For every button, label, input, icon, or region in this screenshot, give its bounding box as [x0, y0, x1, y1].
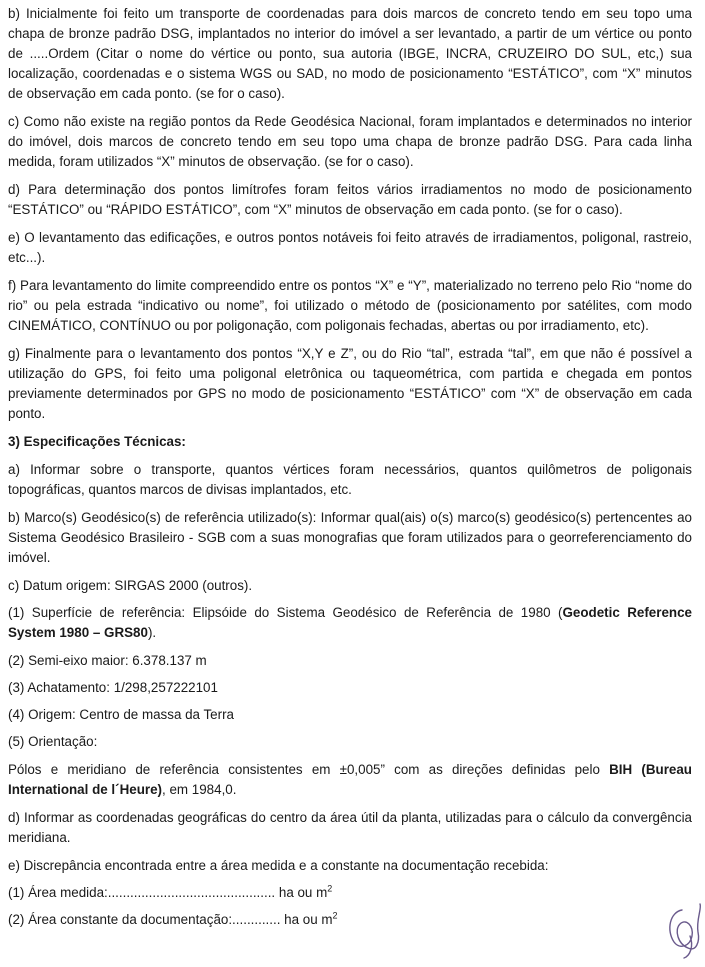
item-flattening: (3) Achatamento: 1/298,257222101 [8, 680, 218, 695]
item-area-documented: (2) Área constante da documentação:............. ha ou $m^2$ [8, 910, 338, 927]
paragraph-poles-meridian: Pólos e meridiano de referência consistentes em ±0,005” com as direções definidas pelo BIH (Bureau International de l´Heure), em 1984,0. [8, 762, 692, 797]
paragraph-b-coordinate-transport: b) Inicialmente foi feito um transporte de coordenadas para dois marcos de concreto tendo em seu topo uma chapa de bronze padrão DSG, implantados no interior do imóvel a ser levantado, a partir de um vértice ou ponto de .....Ordem (Citar o nome do vértice ou ponto, sua autoria (IBGE, INCRA, CRUZEIRO DO SUL, etc,) sua localização, coordenadas e o sistema WGS ou SAD, no modo de posicionamento “ESTÁTICO”, com “X” minutos de observação em cada ponto. (se for o caso). [8, 6, 692, 101]
item-reference-surface: (1) Superfície de referência: Elipsóide do Sistema Geodésico de Referência de 1980 (Geodetic Reference System 1980 – GRS80). [8, 605, 692, 640]
item-origin: (4) Origem: Centro de massa da Terra [8, 707, 234, 722]
paragraph-d-geographic-coords: d) Informar as coordenadas geográficas do centro da área útil da planta, utilizadas para o cálculo da convergência meridiana. [8, 810, 692, 845]
paragraph-c-datum: c) Datum origem: SIRGAS 2000 (outros). [8, 578, 253, 593]
paragraph-d-boundary-points: d) Para determinação dos pontos limítrofes foram feitos vários irradiamentos no modo de posicionamento “ESTÁTICO” ou “RÁPIDO ESTÁTICO”, com “X” minutos de observação em cada ponto. (se for o caso). [8, 182, 692, 217]
paragraph-a-transport-info: a) Informar sobre o transporte, quantos vértices foram necessários, quantos quilômetros de poligonais topográficas, quantos marcos de divisas implantados, etc. [8, 462, 692, 497]
paragraph-e-buildings-survey: e) O levantamento das edificações, e outros pontos notáveis foi feito através de irradiamentos, poligonal, rastreio, etc...). [8, 230, 692, 265]
section-heading-technical-specs: 3) Especificações Técnicas: [8, 434, 186, 449]
paragraph-b-geodetic-markers: b) Marco(s) Geodésico(s) de referência utilizado(s): Informar qual(ais) o(s) marco(s) geodésico(s) pertencentes ao Sistema Geodésico Brasileiro - SGB com a suas monografias que foram utilizados para o georreferenciamento do imóvel. [8, 510, 692, 565]
paragraph-f-limit-survey: f) Para levantamento do limite compreendido entre os pontos “X” e “Y”, materializado no terreno pelo Rio “nome do rio” ou pela estrada “indicativo ou nome”, foi utilizado o método de (posicionamento por satélites, com modo CINEMÁTICO, CONTÍNUO ou por poligonação, com poligonais fechadas, abertas ou por irradiamento, etc). [8, 278, 692, 333]
paragraph-e-area-discrepancy: e) Discrepância encontrada entre a área medida e a constante na documentação recebida: [8, 858, 549, 873]
paragraph-c-geodetic-network: c) Como não existe na região pontos da Rede Geodésica Nacional, foram implantados e determinados no interior do imóvel, dois marcos de concreto tendo em seu topo uma chapa de bronze padrão DSG. Para cada linha medida, foram utilizados “X” minutos de observação. (se for o caso). [8, 114, 692, 169]
item-orientation: (5) Orientação: [8, 734, 98, 749]
paragraph-g-final-survey: g) Finalmente para o levantamento dos pontos “X,Y e Z”, ou do Rio “tal”, estrada “tal”, em que não é possível a utilização do GPS, foi feito uma poligonal eletrônica ou taqueométrica, com partida e chegada em pontos previamente determinados por GPS no modo de posicionamento “ESTÁTICO” com “X” de observação em cada ponto. [8, 346, 692, 421]
item-area-measured: (1) Área medida:............................................. ha ou $m^2$ [8, 883, 333, 900]
item-semi-major-axis: (2) Semi-eixo maior: 6.378.137 m [8, 653, 207, 668]
document-page [8, 4, 692, 937]
handwritten-initials-signature [660, 902, 704, 960]
